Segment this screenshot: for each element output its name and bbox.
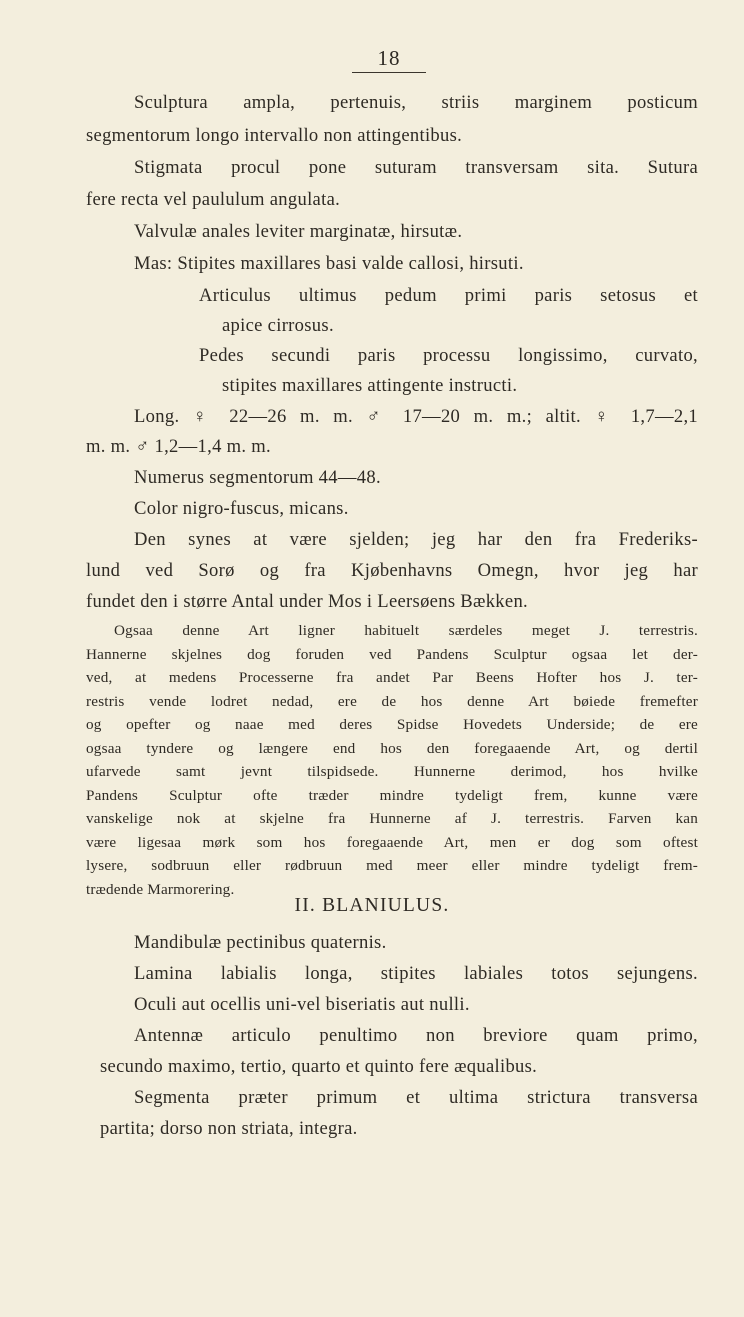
articulus-line-1: Articulus ultimus pedum primi paris setosus et <box>199 285 698 306</box>
long-line-1: Long. ♀ 22—26 m. m. ♂ 17—20 m. m.; altit. ♀ 1,7—2,1 <box>134 406 698 427</box>
page-number: 18 <box>377 46 401 70</box>
note-line: Pandens Sculptur ofte træder mindre tydeligt frem, kunne være <box>86 787 698 804</box>
pedes-line-1: Pedes secundi paris processu longissimo, curvato, <box>199 345 698 366</box>
mas-line: Mas: Stipites maxillares basi valde callosi, hirsuti. <box>134 253 524 274</box>
stigmata-line-2: fere recta vel paululum angulata. <box>86 189 341 210</box>
den-line-2: lund ved Sorø og fra Kjøbenhavns Omegn, hvor jeg har <box>86 560 698 581</box>
note-line: restris vende lodret nedad, ere de hos denne Art bøiede fremefter <box>86 693 698 710</box>
lamina-line: Lamina labialis longa, stipites labiales totos sejungens. <box>134 963 698 984</box>
antennae-line-2: secundo maximo, tertio, quarto et quinto fere æqualibus. <box>100 1056 538 1077</box>
pedes-line-2: stipites maxillares attingente instructi. <box>222 375 518 396</box>
note-line: vanskelige nok at skjelne fra Hunnerne af J. terrestris. Farven kan <box>86 810 698 827</box>
note-line: Hannerne skjelnes dog foruden ved Pandens Sculptur ogsaa let der- <box>86 646 698 663</box>
note-line: ogsaa tyndere og længere end hos den foregaaende Art, og dertil <box>86 740 698 757</box>
numerus-line: Numerus segmentorum 44—48. <box>134 467 381 488</box>
note-line: være ligesaa mørk som hos foregaaende Art, men er dog som oftest <box>86 834 698 851</box>
note-line: lysere, sodbruun eller rødbruun med meer eller mindre tydeligt frem- <box>86 857 698 874</box>
note-line: ufarvede samt jevnt tilspidsede. Hunnerne derimod, hos hvilke <box>86 763 698 780</box>
section-heading: II. BLANIULUS. <box>294 895 450 916</box>
page-number-rule <box>352 72 426 73</box>
segmenta-line-2: partita; dorso non striata, integra. <box>100 1118 358 1139</box>
note-line: og opefter og naae med deres Spidse Hovedets Underside; de ere <box>86 716 698 733</box>
den-line-1: Den synes at være sjelden; jeg har den fra Frederiks- <box>134 529 698 550</box>
stigmata-line-1: Stigmata procul pone suturam transversam sita. Sutura <box>134 157 698 178</box>
den-line-3: fundet den i større Antal under Mos i Leersøens Bækken. <box>86 591 529 612</box>
sculptura-line-2: segmentorum longo intervallo non attingentibus. <box>86 125 463 146</box>
note-line: Ogsaa denne Art ligner habituelt særdeles meget J. terrestris. <box>114 622 698 639</box>
valvulae-line: Valvulæ anales leviter marginatæ, hirsutæ. <box>134 221 463 242</box>
note-line: trædende Marmorering. <box>86 881 235 898</box>
long-line-2: m. m. ♂ 1,2—1,4 m. m. <box>86 436 272 457</box>
note-line: ved, at medens Processerne fra andet Par Beens Hofter hos J. ter- <box>86 669 698 686</box>
segmenta-line-1: Segmenta præter primum et ultima strictura transversa <box>134 1087 698 1108</box>
antennae-line-1: Antennæ articulo penultimo non breviore quam primo, <box>134 1025 698 1046</box>
oculi-line: Oculi aut ocellis uni-vel biseriatis aut nulli. <box>134 994 470 1015</box>
articulus-line-2: apice cirrosus. <box>222 315 334 336</box>
color-line: Color nigro-fuscus, micans. <box>134 498 349 519</box>
mandibulae-line: Mandibulæ pectinibus quaternis. <box>134 932 387 953</box>
sculptura-line-1: Sculptura ampla, pertenuis, striis marginem posticum <box>134 92 698 113</box>
